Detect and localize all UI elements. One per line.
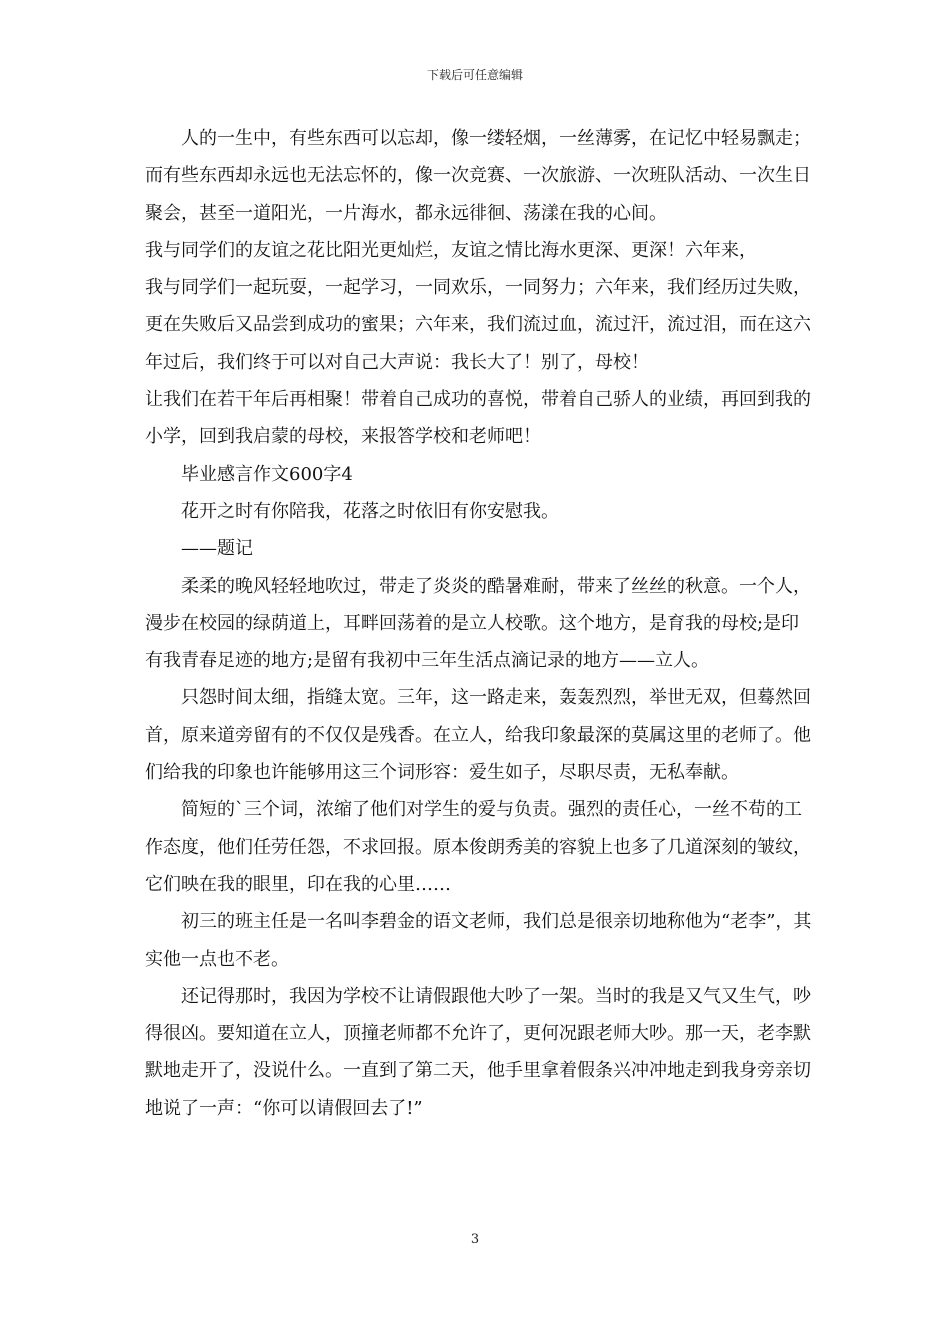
paragraph: 我与同学们一起玩耍，一起学习，一同欢乐，一同努力；六年来，我们经历过失败，更在失败后又品尝到成功的蜜果；六年来，我们流过血，流过汗，流过泪，而在这六年过后，我们终于可以对自己大声说：我长大了！别了，母校！ (145, 277, 811, 373)
paragraph: 简短的`三个词，浓缩了他们对学生的爱与负责。强烈的责任心，一丝不苟的工作态度，他们任劳任怨，不求回报。原本俊朗秀美的容貌上也多了几道深刻的皱纹，它们映在我的眼里，印在我的心里…… (145, 799, 811, 895)
paragraph: 我与同学们的友谊之花比阳光更灿烂，友谊之情比海水更深、更深！六年来， (145, 239, 757, 261)
paragraph: 毕业感言作文600字4 (181, 463, 353, 485)
paragraph: ——题记 (181, 538, 253, 560)
paragraph: 只怨时间太细，指缝太宽。三年，这一路走来，轰轰烈烈，举世无双，但蓦然回首，原来道旁留有的不仅仅是残香。在立人，给我印象最深的莫属这里的老师了。他们给我的印象也许能够用这三个词形容：爱生如子，尽职尽责，无私奉献。 (145, 687, 811, 784)
paragraph: 初三的班主任是一名叫李碧金的语文老师，我们总是很亲切地称他为“老李”，其实他一点也不老。 (145, 911, 812, 970)
paragraph: 人的一生中，有些东西可以忘却，像一缕轻烟，一丝薄雾，在记忆中轻易飘走；而有些东西却永远也无法忘怀的，像一次竞赛、一次旅游、一次班队活动、一次生日聚会，甚至一道阳光，一片海水，都永远徘徊、荡漾在我的心间。 (145, 128, 811, 224)
paragraph: 还记得那时，我因为学校不让请假跟他大吵了一架。当时的我是又气又生气，吵得很凶。要知道在立人，顶撞老师都不允许了，更何况跟老师大吵。那一天，老李默默地走开了，没说什么。一直到了第二天，他手里拿着假条兴冲冲地走到我身旁亲切地说了一声：“你可以请假回去了!” (145, 985, 811, 1119)
page-header: 下载后可任意编辑 (426, 68, 523, 82)
paragraph: 柔柔的晚风轻轻地吹过，带走了炎炎的酷暑难耐，带来了丝丝的秋意。一个人，漫步在校园的绿荫道上，耳畔回荡着的是立人校歌。这个地方，是育我的母校;是印有我青春足迹的地方;是留有我初中三年生活点滴记录的地方——立人。 (145, 575, 811, 672)
paragraph: 花开之时有你陪我，花落之时依旧有你安慰我。 (181, 500, 559, 522)
paragraph: 让我们在若干年后再相聚！带着自己成功的喜悦，带着自己骄人的业绩，再回到我的小学，回到我启蒙的母校，来报答学校和老师吧！ (145, 389, 811, 448)
document-body (145, 120, 817, 1127)
page-number: 3 (470, 1232, 480, 1247)
